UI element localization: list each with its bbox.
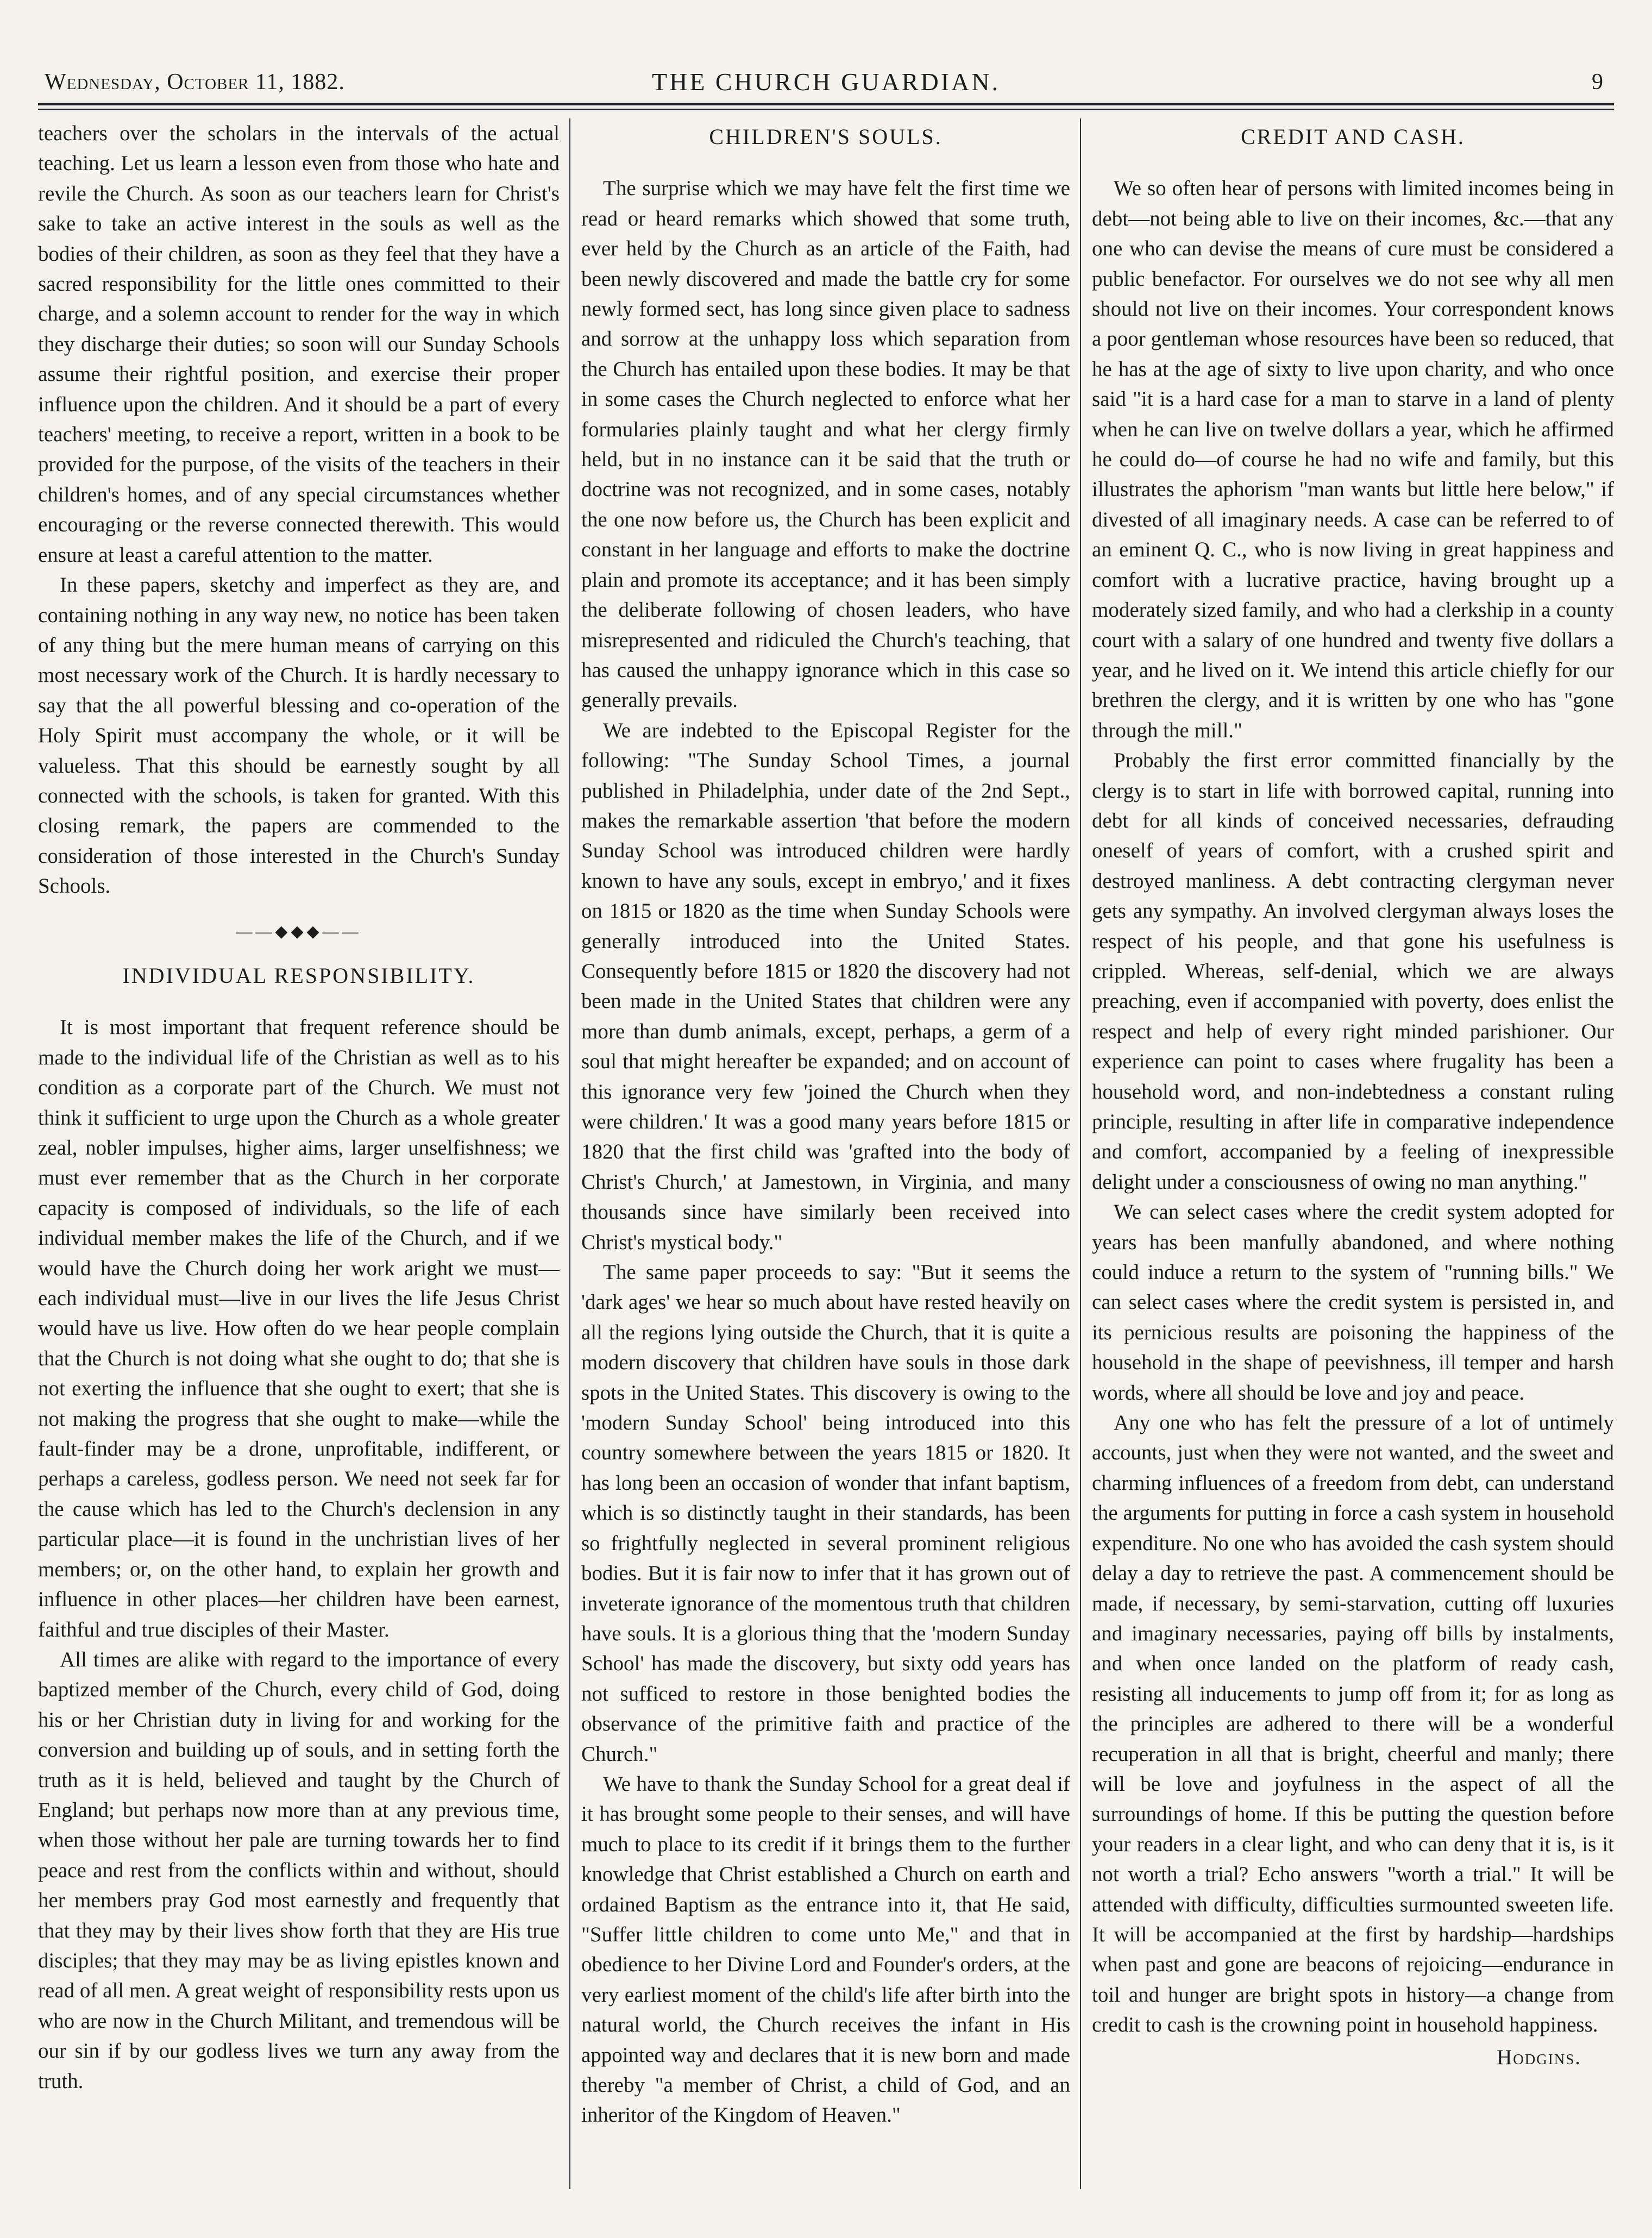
article-paragraph: We have to thank the Sunday School for a great deal if it has brought some people to their senses, and will have much to place to its credit if it brings them to the further knowledge that Christ established a Church on earth and ordained Baptism as the entrance into it, that He said, "Suffer little children to come unto Me," and that in obedience to her Divine Lord and Founder's orders, at the very earliest moment of the child's life after birth into the natural world, the Church receives the infant in His appointed way and declares that it is new born and made thereby "a member of Christ, a child of God, and an inheritor of the Kingdom of Heaven." <box>581 1772 1070 2127</box>
author-signature: Hodgins. <box>1497 2045 1581 2069</box>
article-paragraph: Any one who has felt the pressure of a lot of untimely accounts, just when they were not wanted, and the sweet and charming influences of a freedom from debt, can understand the arguments for putting in force a cash system in household expenditure. No one who has avoided the cash system should delay a day to retrieve the past. A commencement should be made, if necessary, by semi-starvation, cutting off luxuries and imaginary necessaries, paying off bills by instalments, and when once landed on the platform of ready cash, resisting all inducements to jump off from it; for as long as the principles are adhered to there will be a wonderful recuperation in all that is bright, cheerful and manly; there will be love and joyfulness in the aspect of all the surroundings of home. If this be putting the question before your readers in a clear light, and who can deny that it is, is it not worth a trial? Echo answers "worth a trial." It will be attended with difficulty, difficulties surmounted sweeten life. It will be accompanied at the first by hardship—hardships when past and gone are beacons of rejoicing—endurance in toil and hunger are bright spots in history—a change from credit to cash is the crowning point in household happiness. <box>1092 1411 1614 2037</box>
column-2 <box>581 118 1070 2189</box>
article-paragraph: Probably the first error committed financially by the clergy is to start in life with borrowed capital, running into debt for all kinds of conceived necessaries, defrauding oneself of years of comfort, with a crushed spirit and destroyed manliness. A debt contracting clergyman never gets any sympathy. An involved clergyman always loses the respect of his people, and that gone his usefulness is crippled. Whereas, self-denial, which we are always preaching, even if accompanied with poverty, does enlist the respect and help of every right minded parishioner. Our experience can point to cases where frugality has been a household word, and non-indebtedness a constant ruling principle, resulting in after life in comparative independence and comfort, accompanied by a feeling of inexpressible delight under a consciousness of owing no man anything." <box>1092 749 1614 1194</box>
column-rule <box>1080 118 1081 2189</box>
article-paragraph: The same paper proceeds to say: "But it seems the 'dark ages' we hear so much about have rested heavily on all the regions lying outside the Church, that it is quite a modern discovery that children have souls in those dark spots in the United States. This discovery is owing to the 'modern Sunday School' being introduced into this country somewhere between the years 1815 or 1820. It has long been an occasion of wonder that infant baptism, which is so distinctly taught in their standards, has been so frightfully neglected in several prominent religious bodies. But it is fair now to infer that it has grown out of inveterate ignorance of the momentous truth that children have souls. It is a glorious thing that the 'modern Sunday School' has made the discovery, but sixty odd years has not sufficed to restore in those benighted bodies the observance of the primitive faith and practice of the Church." <box>581 1261 1070 1766</box>
masthead <box>38 65 1614 99</box>
article-paragraph: teachers over the scholars in the intervals of the actual teaching. Let us learn a lesson even from those who hate and revile the Church. As soon as our teachers learn for Christ's sake to take an active interest in the souls as well as the bodies of their children, as soon as they feel that they have a sacred responsibility for the little ones committed to their charge, and a solemn account to render for the way in which they discharge their duties; so soon will our Sunday Schools assume their rightful position, and exercise their proper influence upon the children. And it should be a part of every teachers' meeting, to receive a report, written in a book to be provided for the purpose, of the visits of the teachers in their children's homes, and of any special circumstances whether encouraging or the reverse connected therewith. This would ensure at least a careful attention to the matter. <box>38 122 560 567</box>
article-paragraph: The surprise which we may have felt the first time we read or heard remarks which showed that some truth, ever held by the Church as an article of the Faith, had been newly discovered and made the battle cry for some newly formed sect, has long since given place to sadness and sorrow at the unhappy loss which separation from the Church has entailed upon these bodies. It may be that in some cases the Church neglected to enforce what her formularies plainly taught and what her clergy firmly held, but in no instance can it be said that the truth or doctrine was not recognized, and in some cases, notably the one now before us, the Church has been explicit and constant in her language and efforts to make the doctrine plain and promote its acceptance; and it has been simply the deliberate following of chosen leaders, who have misrepresented and ridiculed the Church's teaching, that has caused the unhappy ignorance which in this case so generally prevails. <box>581 177 1070 712</box>
issue-date: Wednesday, October 11, 1882. <box>45 70 345 95</box>
column-3 <box>1092 118 1614 2189</box>
article-paragraph: We can select cases where the credit system adopted for years has been manfully abandoned, and where nothing could induce a return to the system of "running bills." We can select cases where the credit system is persisted in, and its pernicious results are poisoning the happiness of the household in the shape of peevishness, ill temper and harsh words, where all should be love and joy and peace. <box>1092 1200 1614 1405</box>
column-1 <box>38 118 560 2189</box>
column-rule <box>569 118 570 2189</box>
page-number: 9 <box>1592 70 1603 95</box>
article-paragraph: We so often hear of persons with limited incomes being in debt—not being able to live on their incomes, &c.—that any one who can devise the means of cure must be considered a public benefactor. For ourselves we do not see why all men should not live on their incomes. Your correspondent knows a poor gentleman whose resources have been so reduced, that he has at the age of sixty to live upon charity, and who once said "it is a hard case for a man to starve in a land of plenty when he can live on twelve dollars a year, which he affirmed he could do—of course he had no wife and family, but this illustrates the aphorism "man wants but little here below," if divested of all imaginary needs. A case can be referred to of an eminent Q. C., who is now living in great happiness and comfort with a lucrative practice, having brought up a moderately sized family, and who had a clerkship in a county court with a salary of one hundred and twenty five dollars a year, and he lived on it. We intend this article chiefly for our brethren the clergy, and it is written by one who has "gone through the mill." <box>1092 177 1614 742</box>
article-paragraph: It is most important that frequent reference should be made to the individual life of the Christian as well as to his condition as a corporate part of the Church. We must not think it sufficient to urge upon the Church as a whole greater zeal, nobler impulses, higher aims, larger unselfishness; we must ever remember that as the Church in her corporate capacity is composed of individuals, so the life of each individual member makes the life of the Church, and if we would have the Church doing her work aright we must—each individual must—live in our lives the life Jesus Christ would have us live. How often do we hear people complain that the Church is not doing what she ought to do; that she is not exerting the influence that she ought to exert; that she is not making the progress that she ought to make—while the fault-finder may be a drone, unprofitable, indifferent, or perhaps a careless, godless person. We need not seek far for the cause which has led to the Church's declension in any particular place—it is found in the unchristian lives of her members; or, on the other hand, to explain her growth and influence in other places—her children have been earnest, faithful and true disciples of their Master. <box>38 1015 560 1641</box>
article-heading-individual-responsibility: INDIVIDUAL RESPONSIBILITY. <box>122 963 475 988</box>
article-heading-credit-and-cash: CREDIT AND CASH. <box>1241 124 1465 149</box>
newspaper-title: THE CHURCH GUARDIAN. <box>652 68 1000 96</box>
masthead-rule-thin <box>38 109 1614 110</box>
masthead-rule <box>38 103 1614 105</box>
article-paragraph: We are indebted to the Episcopal Register for the following: "The Sunday School Times, a journal published in Philadelphia, under date of the 2nd Sept., makes the remarkable assertion 'that before the modern Sunday School was introduced children were hardly known to have any souls, except in embryo,' and it fixes on 1815 or 1820 as the time when Sunday Schools were generally introduced into the United States. Consequently before 1815 or 1820 the discovery had not been made in the United States that children were any more than dumb animals, except, perhaps, a germ of a soul that might hereafter be expanded; and on account of this ignorance very few 'joined the Church when they were children.' It was a good many years before 1815 or 1820 that the first child was 'grafted into the body of Christ's Church,' at Jamestown, in Virginia, and many thousands since have similarly been received into Christ's mystical body." <box>581 718 1070 1254</box>
article-paragraph: In these papers, sketchy and imperfect as they are, and containing nothing in any way new, no notice has been taken of any thing but the mere human means of carrying on this most necessary work of the Church. It is hardly necessary to say that the all powerful blessing and co-operation of the Holy Spirit must accompany the whole, or it will be valueless. That this should be earnestly sought by all connected with the schools, is taken for granted. With this closing remark, the papers are commended to the consideration of those interested in the Church's Sunday Schools. <box>38 573 560 898</box>
section-divider: ——◆◆◆—— <box>236 922 362 941</box>
columns <box>38 118 1614 2189</box>
article-heading-childrens-souls: CHILDREN'S SOULS. <box>709 124 943 149</box>
article-paragraph: All times are alike with regard to the importance of every baptized member of the Church, every child of God, doing his or her Christian duty in living for and working for the conversion and building up of souls, and in setting forth the truth as it is held, believed and taught by the Church of England; but perhaps now more than at any previous time, when those without her pale are turning towards her to find peace and rest from the conflicts within and without, should her members pray God most earnestly and frequently that that they may by their lives show forth that they are His true disciples; that they may may be as living epistles known and read of all men. A great weight of responsibility rests upon us who are now in the Church Militant, and tremendous will be our sin if by our godless lives we turn any away from the truth. <box>38 1647 560 2093</box>
